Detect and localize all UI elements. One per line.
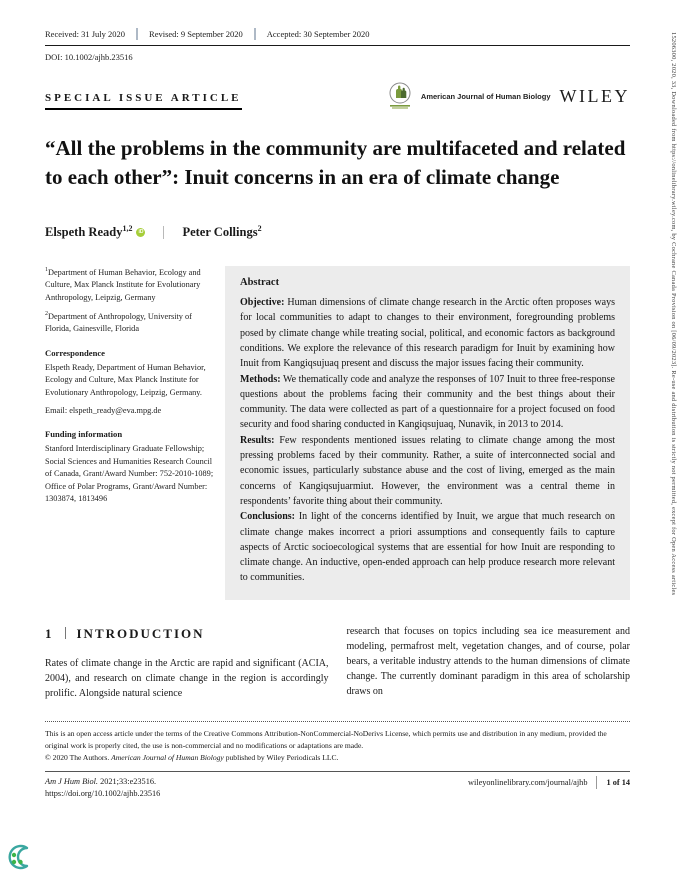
affiliation: $^1$Department of Human Behavior, Ecology and Culture, Max Planck Institute for Evolutionary Anthropology, Leipzig, Germany [45,267,201,302]
journal-site-link[interactable]: wileyonlinelibrary.com/journal/ajhb [467,778,588,788]
intro-left-column [45,624,329,702]
abstract-objective: Objective: Human dimensions of climate change research in the Arctic often proposes ways for local communities to adapt to changes to their environment, foregrounding problems posed by climate change while treating social, political, and economic factors as background conditions. We explore the relevance of this research paradigm for Inuit by examining how Inuit from Kangiqsujuaq present and discuss the major issues facing their community. [240,297,615,370]
page-number: 1 of 14 [606,778,630,788]
history-separator [254,28,256,40]
section-number: 1 [45,625,54,641]
footer-citation [45,777,160,798]
license-text: This is an open access article under the terms of the Creative Commons Attribution-NonCommercial-NoDerivs License, which permits use and distribution in any medium, provided the original work is properly cited, the use is non-commercial and no modifications or adaptations are made. [45,729,607,750]
history-separator [136,28,138,40]
wiley-logo: WILEY [559,85,630,106]
abstract-methods: Methods: We thematically code and analyze the responses of 107 Inuit to three free-response questions about the problems facing their community and the best things about their community. The data were collected as part of a questionnaire for a project focused on food security and food sharing conducted in Kangiqsujuaq, Nunavik, in 2013 to 2014. [240,373,615,431]
intro-right-column [347,624,631,702]
section-title: INTRODUCTION [76,625,205,641]
orcid-icon[interactable]: iD [138,228,144,235]
open-access-corner-icon [5,842,35,875]
license-block [45,721,630,763]
author-separator [163,226,164,239]
author-line [45,224,630,240]
abstract-results: Results: Few respondents mentioned issues relating to climate change among the most pressing problems faced by their community. Rather, a suite of interconnected social and economic issues, particularly substance abuse and the cost of living, emerged as the main concerns of Kangiqsujuarmiut. However, the environment was a central theme in respondents’ favorite thing about their community. [240,434,615,507]
citation-rest: 2021;33:e23516. [98,776,157,786]
journal-logo-icon [388,82,412,110]
download-watermark: 15206300, 2020, 33, Downloaded from https://onlinelibrary.wiley.com, by Cochrane Canada Provision on [06/09/2023]. Re-use and distribution is strictly not permitted, except for Open Access articles [670,32,677,596]
journal-brand [388,82,630,110]
history-bar [45,28,630,46]
page-footer [45,771,630,798]
correspondence-heading: Correspondence [45,347,105,358]
affiliation: $^2$Department of Anthropology, University of Florida, Gainesville, Florida [45,311,192,334]
accepted-date: Accepted: 30 September 2020 [266,29,370,39]
section-heading-divider [65,627,66,639]
body-paragraph: Rates of climate change in the Arctic are rapid and significant (ACIA, 2004), and research on climate change in the region is accordingly prolific. Alongside natural science [45,658,329,700]
received-date: Received: 31 July 2020 [45,29,126,39]
section-heading [45,624,329,644]
citation-journal: Am J Hum Biol. [45,776,98,786]
author-name: Elspeth Ready$^{1,2}$ [45,223,133,240]
doi-link[interactable]: https://doi.org/10.1002/ajhb.23516 [45,788,161,798]
abstract-conclusions: Conclusions: In light of the concerns identified by Inuit, we argue that much research on climate change makes incorrect a priori assumptions and consequently fails to capture aspects of Arctic socioecological systems that are essential for how Inuit are responding to climate change. An inductive, open-ended approach can help produce research more relevant to communities. [240,511,615,584]
copyright-line: © 2020 The Authors. American Journal of Human Biology published by Wiley Periodicals LLC. [45,752,339,762]
article-sidebar [45,266,225,600]
abstract-box [225,266,630,600]
author-name: Peter Collings$^2$ [182,223,262,240]
journal-name: American Journal of Human Biology [420,91,551,101]
abstract-heading: Abstract [240,277,280,289]
article-title: “All the problems in the community are multifaceted and related to each other”: Inuit concerns in an era of climate change [45,136,626,189]
correspondence-text: Elspeth Ready, Department of Human Behavior, Ecology and Culture, Max Planck Institute for Evolutionary Anthropology, Leipzig, Germany. [45,362,206,397]
author-affil-sup: 1,2 [122,223,133,233]
correspondence-email[interactable]: Email: elspeth_ready@eva.mpg.de [45,406,162,416]
footer-separator [596,776,597,789]
article-type-label: SPECIAL ISSUE ARTICLE [45,92,242,110]
revised-date: Revised: 9 September 2020 [149,29,243,39]
author-affil-sup: 2 [257,223,262,233]
doi-line: DOI: 10.1002/ajhb.23516 [45,52,133,62]
funding-text: Stanford Interdisciplinary Graduate Fellowship; Social Sciences and Humanities Research Council of Canada, Grant/Award Number: 752-2010-1089; Office of Polar Programs, Grant/Award Number: 1303874, 1813496 [45,444,214,504]
body-paragraph: research that focuses on topics including sea ice measurement and modeling, permafrost melt, vegetation changes, and of course, polar bears, a veritable industry attends to the human dimensions of climate change. The currently dominant paradigm in this area of scholarship draws on [346,625,630,697]
funding-heading: Funding information [45,429,123,440]
